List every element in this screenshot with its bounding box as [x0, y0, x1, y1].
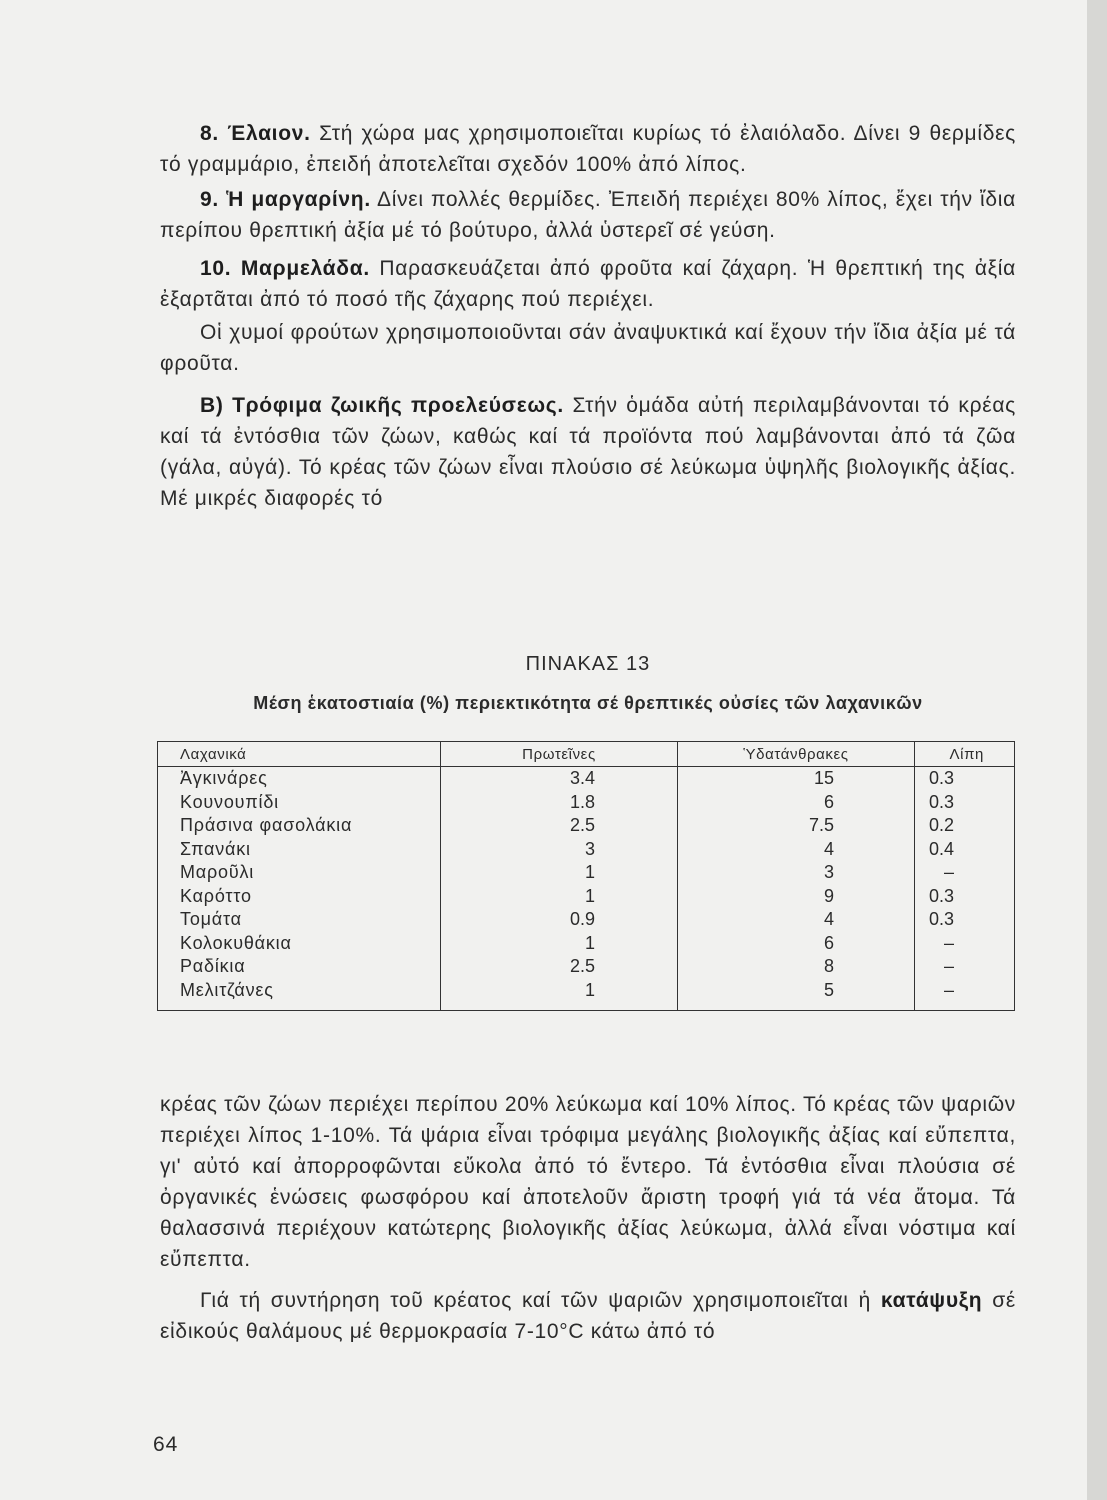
- fat-value: 0.3: [915, 885, 1015, 909]
- table-row: [158, 955, 1015, 979]
- protein-value: 1: [441, 932, 678, 956]
- table-row: [158, 838, 1015, 862]
- carbohydrate-value: 6: [678, 932, 915, 956]
- paragraph-freezing: [160, 1285, 1016, 1347]
- vegetable-name: Καρόττο: [158, 885, 441, 909]
- paragraph-juices: [160, 317, 1016, 379]
- paragraph-text: Παρασκευάζεται ἀπό φροῦτα καί ζάχαρη. Ἡ θρεπτική της ἀξία ἐξαρτᾶται ἀπό τό ποσό τῆς ζάχαρης πού περιέχει.: [160, 257, 1016, 311]
- fat-value: –: [915, 955, 1015, 979]
- vegetable-name: Κολοκυθάκια: [158, 932, 441, 956]
- table-row: [158, 861, 1015, 885]
- carbohydrate-value: 3: [678, 861, 915, 885]
- paragraph-heading: 9. Ἡ μαργαρίνη.: [200, 188, 371, 211]
- protein-value: 3: [441, 838, 678, 862]
- protein-value: 1: [441, 979, 678, 1011]
- table-row: [158, 814, 1015, 838]
- vegetable-name: Μελιτζάνες: [158, 979, 441, 1011]
- fat-value: –: [915, 861, 1015, 885]
- table-caption: Μέση ἑκατοστιαία (%) περιεκτικότητα σέ θρεπτικές οὐσίες τῶν λαχανικῶν: [253, 693, 923, 713]
- paragraph-text: κρέας τῶν ζώων περιέχει περίπου 20% λεύκωμα καί 10% λίπος. Τό κρέας τῶν ψαριῶν περιέχει λίπος 1-10%. Τά ψάρια εἶναι τρόφιμα μεγάλης βιολογικῆς ἀξίας καί εὔπεπτα, γι' αὐτό καί ἀπορροφῶνται εὔκολα ἀπό τό ἔντερο. Τά ἐντόσθια εἶναι πλούσια σέ ὀργανικές ἑνώσεις φωσφόρου καί ἀποτελοῦν ἄριστη τροφή γιά τά νέα ἄτομα. Τά θαλασσινά περιέχουν κατώτερης βιολογικῆς ἀξίας λεύκωμα, ἀλλά εἶναι νόστιμα καί εὔπεπτα.: [160, 1093, 1016, 1271]
- table-header-row: [158, 742, 1015, 767]
- table-number: ΠΙΝΑΚΑΣ 13: [525, 653, 651, 675]
- paragraph-text: Στήν ὁμάδα αὐτή περιλαμβάνονται τό κρέας καί τά ἐντόσθια τῶν ζώων, καθώς καί τά προϊόντα πού λαμβάνονται ἀπό τά ζῶα (γάλα, αὐγά). Τό κρέας τῶν ζώων εἶναι πλούσιο σέ λεύκωμα ὑψηλῆς βιολογικῆς ἀξίας. Μέ μικρές διαφορές τό: [160, 394, 1016, 510]
- vegetable-name: Τομάτα: [158, 908, 441, 932]
- table-row: [158, 908, 1015, 932]
- carbohydrate-value: 5: [678, 979, 915, 1011]
- protein-value: 2.5: [441, 955, 678, 979]
- paragraph-meat: [160, 1089, 1016, 1275]
- top-text-block: [160, 118, 1016, 514]
- table-row: [158, 979, 1015, 1011]
- paragraph-heading: 10. Μαρμελάδα.: [200, 257, 370, 280]
- protein-value: 1: [441, 861, 678, 885]
- vegetable-name: Ραδίκια: [158, 955, 441, 979]
- paragraph-heading: Β) Τρόφιμα ζωικῆς προελεύσεως.: [200, 394, 564, 417]
- protein-value: 0.9: [441, 908, 678, 932]
- paragraph-animal-foods: [160, 390, 1016, 514]
- carbohydrate-value: 8: [678, 955, 915, 979]
- protein-value: 2.5: [441, 814, 678, 838]
- header-proteins: Πρωτεῖνες: [441, 742, 678, 767]
- table-row: [158, 885, 1015, 909]
- paragraph-text: Δίνει πολλές θερμίδες. Ἐπειδή περιέχει 80% λίπος, ἔχει τήν ἴδια περίπου θρεπτική ἀξία μέ τό βούτυρο, ἀλλά ὑστερεῖ σέ γεύση.: [160, 188, 1016, 242]
- fat-value: 0.3: [915, 767, 1015, 791]
- vegetable-name: Μαροῦλι: [158, 861, 441, 885]
- carbohydrate-value: 9: [678, 885, 915, 909]
- vegetable-name: Κουνουπίδι: [158, 791, 441, 815]
- header-fats: Λίπη: [915, 742, 1015, 767]
- page-number: 64: [153, 1433, 179, 1456]
- paragraph-text: σέ εἰδικούς θαλάμους μέ θερμοκρασία 7-10°C κάτω ἀπό τό: [160, 1289, 1016, 1343]
- paragraph-heading: 8. Έλαιον.: [200, 122, 311, 145]
- page-edge-shadow: [1087, 0, 1107, 1500]
- paragraph-text: Οἱ χυμοί φρούτων χρησιμοποιοῦνται σάν ἀναψυκτικά καί ἔχουν τήν ἴδια ἀξία μέ τά φροῦτα.: [160, 321, 1016, 375]
- protein-value: 1.8: [441, 791, 678, 815]
- fat-value: –: [915, 979, 1015, 1011]
- header-carbohydrates: Ὑδατάνθρακες: [678, 742, 915, 767]
- vegetable-name: Ἀγκινάρες: [158, 767, 441, 791]
- carbohydrate-value: 15: [678, 767, 915, 791]
- paragraph-margarine: [160, 184, 1016, 246]
- fat-value: 0.3: [915, 908, 1015, 932]
- fat-value: 0.3: [915, 791, 1015, 815]
- protein-value: 3.4: [441, 767, 678, 791]
- fat-value: 0.4: [915, 838, 1015, 862]
- nutrients-table: [157, 741, 1015, 1011]
- table-row: [158, 767, 1015, 791]
- vegetable-name: Πράσινα φασολάκια: [158, 814, 441, 838]
- carbohydrate-value: 4: [678, 838, 915, 862]
- paragraph-keyword: κατάψυξη: [880, 1289, 983, 1312]
- carbohydrate-value: 7.5: [678, 814, 915, 838]
- carbohydrate-value: 6: [678, 791, 915, 815]
- paragraph-marmalade: [160, 253, 1016, 315]
- fat-value: 0.2: [915, 814, 1015, 838]
- header-vegetables: Λαχανικά: [158, 742, 441, 767]
- paragraph-text: Γιά τή συντήρηση τοῦ κρέατος καί τῶν ψαριῶν χρησιμοποιεῖται ἡ: [200, 1289, 881, 1312]
- table-row: [158, 932, 1015, 956]
- table-row: [158, 791, 1015, 815]
- paragraph-text: Στή χώρα μας χρησιμοποιεῖται κυρίως τό ἐλαιόλαδο. Δίνει 9 θερμίδες τό γραμμάριο, ἐπειδή ἀποτελεῖται σχεδόν 100% ἀπό λίπος.: [160, 122, 1016, 176]
- carbohydrate-value: 4: [678, 908, 915, 932]
- vegetable-name: Σπανάκι: [158, 838, 441, 862]
- bottom-text-block: [160, 1089, 1016, 1347]
- fat-value: –: [915, 932, 1015, 956]
- protein-value: 1: [441, 885, 678, 909]
- table-title: [160, 650, 1016, 716]
- table-body: [158, 767, 1015, 1011]
- paragraph-elaion: [160, 118, 1016, 180]
